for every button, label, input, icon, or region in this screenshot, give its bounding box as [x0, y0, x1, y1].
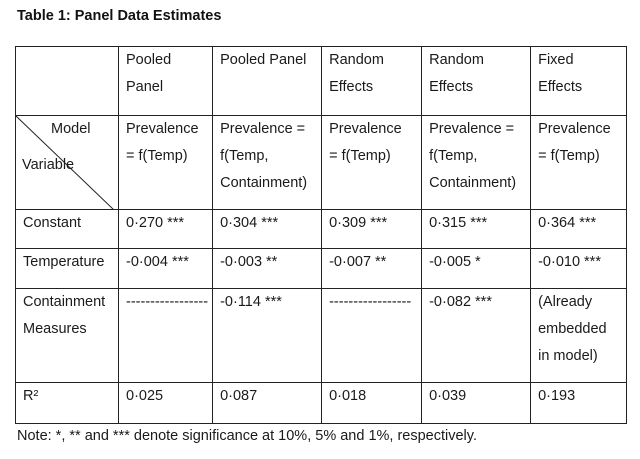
spec-line: Prevalence — [538, 121, 611, 137]
value-cell — [322, 289, 422, 383]
spec-line: = f(Temp) — [538, 148, 600, 164]
col-header-line: Pooled — [126, 52, 172, 68]
cell-value: -0·082 *** — [429, 294, 492, 310]
row-label-cell — [16, 383, 119, 424]
cell-value: 0·025 — [126, 388, 164, 404]
table-note: Note: *, ** and *** denote significance at 10%, 5% and 1%, respectively. — [17, 428, 477, 444]
row-label: Constant — [23, 215, 82, 231]
col-header-line: Panel — [126, 79, 164, 95]
col-header-line: Effects — [538, 79, 583, 95]
col-header-cell — [531, 47, 627, 116]
row-label-cell — [16, 210, 119, 249]
value-cell — [422, 383, 531, 424]
spec-line: = f(Temp) — [126, 148, 188, 164]
spec-line: f(Temp, — [220, 148, 269, 164]
value-cell — [422, 210, 531, 249]
cell-value: 0·304 *** — [220, 215, 279, 231]
cell-value: -0·004 *** — [126, 254, 189, 270]
spec-cell — [322, 116, 422, 210]
value-cell — [119, 210, 213, 249]
cell-value: 0·315 *** — [429, 215, 488, 231]
table-row — [16, 210, 627, 249]
cell-value: 0·018 — [329, 388, 367, 404]
cell-value: -0·010 *** — [538, 254, 601, 270]
cell-value: 0·087 — [220, 388, 258, 404]
spec-line: Prevalence — [126, 121, 199, 137]
variable-label: Variable — [22, 157, 75, 173]
cell-value: -0·114 *** — [220, 294, 282, 310]
value-cell — [213, 249, 322, 289]
col-header-line: Fixed — [538, 52, 574, 68]
value-cell — [119, 289, 213, 383]
table-row — [16, 249, 627, 289]
spec-cell — [119, 116, 213, 210]
cell-value: 0·270 *** — [126, 215, 185, 231]
table-row — [16, 383, 627, 424]
table-row — [16, 289, 627, 383]
value-cell — [422, 289, 531, 383]
cell-value: 0·364 *** — [538, 215, 597, 231]
spec-line: Containment) — [220, 175, 308, 191]
col-header-line: Effects — [429, 79, 474, 95]
spec-cell — [422, 116, 531, 210]
table-title: Table 1: Panel Data Estimates — [17, 8, 222, 24]
col-header-line: Effects — [329, 79, 374, 95]
value-cell — [531, 249, 627, 289]
row-label-cell — [16, 289, 119, 383]
spec-line: Prevalence = — [429, 121, 515, 137]
row-label: Containment — [23, 294, 106, 310]
cell-value: ----------------- — [126, 294, 209, 310]
col-header-cell — [322, 47, 422, 116]
cell-value: (Already — [538, 294, 593, 310]
cell-value: 0·039 — [429, 388, 467, 404]
value-cell — [213, 383, 322, 424]
cell-value: in model) — [538, 348, 598, 364]
cell-value: -0·007 ** — [329, 254, 387, 270]
estimates-table — [15, 46, 627, 424]
value-cell — [531, 210, 627, 249]
value-cell — [213, 210, 322, 249]
spec-cell — [213, 116, 322, 210]
col-header-cell — [119, 47, 213, 116]
value-cell — [119, 249, 213, 289]
model-label: Model — [51, 121, 91, 137]
col-header-line: Random — [329, 52, 384, 68]
value-cell — [322, 210, 422, 249]
spec-line: Prevalence — [329, 121, 402, 137]
corner-cell — [16, 116, 119, 210]
value-cell — [322, 383, 422, 424]
header-row — [16, 47, 627, 116]
value-cell — [531, 289, 627, 383]
col-header-cell — [213, 47, 322, 116]
value-cell — [322, 249, 422, 289]
spec-line: = f(Temp) — [329, 148, 391, 164]
cell-value: 0·309 *** — [329, 215, 388, 231]
cell-value: ----------------- — [329, 294, 412, 310]
cell-value: 0·193 — [538, 388, 576, 404]
cell-value: -0·003 ** — [220, 254, 278, 270]
cell-value: embedded — [538, 321, 607, 337]
row-label: Measures — [23, 321, 87, 337]
spec-line: Prevalence = — [220, 121, 306, 137]
col-header-line: Random — [429, 52, 484, 68]
value-cell — [213, 289, 322, 383]
row-label-cell — [16, 249, 119, 289]
value-cell — [119, 383, 213, 424]
col-header-line: Pooled Panel — [220, 52, 307, 68]
row-label: R² — [23, 388, 39, 404]
cell-value: -0·005 * — [429, 254, 481, 270]
row-label: Temperature — [23, 254, 105, 270]
value-cell — [422, 249, 531, 289]
header-blank-cell — [16, 47, 119, 116]
spec-row — [16, 116, 627, 210]
spec-cell — [531, 116, 627, 210]
col-header-cell — [422, 47, 531, 116]
spec-line: f(Temp, — [429, 148, 478, 164]
value-cell — [531, 383, 627, 424]
spec-line: Containment) — [429, 175, 517, 191]
